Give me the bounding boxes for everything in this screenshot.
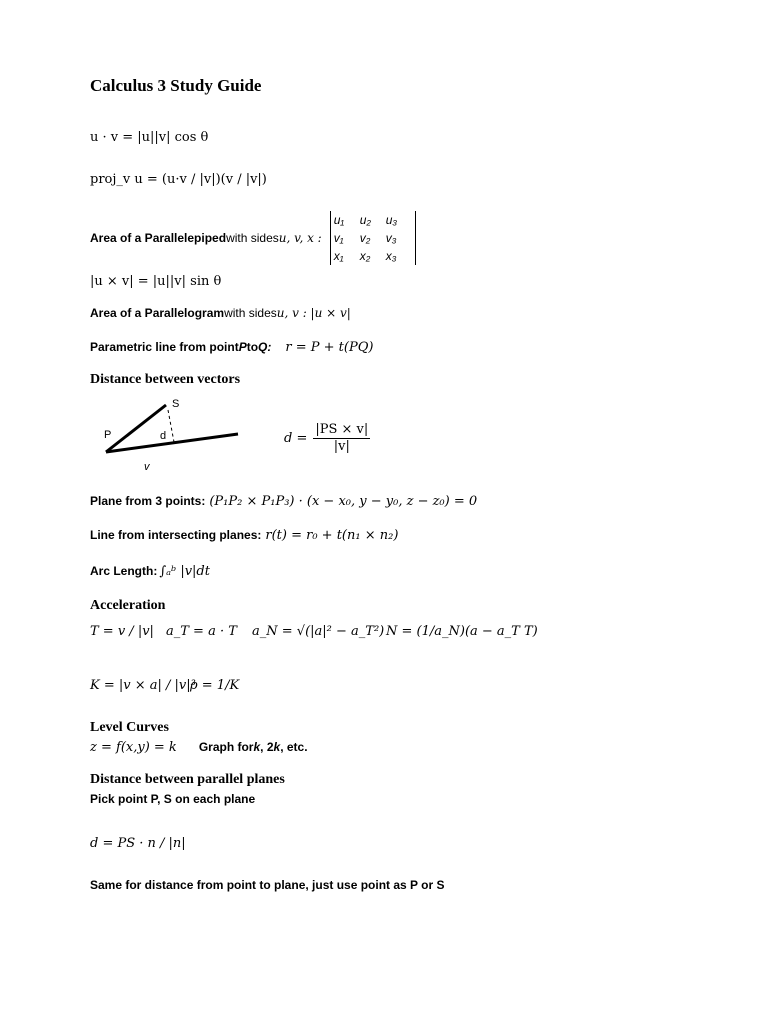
arc-length-row [90,564,210,579]
level-curves-formula: z = f(x,y) = k [90,740,177,755]
matrix-cell: u₃ [385,213,398,227]
tangential-accel-formula: a_T = a · T [166,624,237,639]
parallelogram-row [90,306,351,320]
distance-vectors-formula [284,422,370,455]
parallelepiped-label: Area of a Parallelepiped [90,231,227,245]
d-dashed-line [168,410,174,442]
level-note-sep: , 2 [260,740,274,754]
matrix-cell: v₁ [333,231,344,245]
line-planes-label: Line from intersecting planes: [90,528,262,542]
line-planes-row [90,528,398,543]
parallel-planes-formula: d = PS · n / |n| [90,836,186,851]
parallelogram-formula: u, v : |u × v| [276,306,351,320]
level-curves-row [90,740,308,755]
level-note-k2: k [273,740,281,754]
projection-formula: proj_v u = (u·v / |v|)(v / |v|) [90,172,267,187]
cross-magnitude-formula: |u × v| = |u||v| sin θ [90,274,222,289]
arc-length-label: Arc Length: [90,564,158,578]
v-label: v [144,461,150,473]
parametric-q: Q: [258,340,272,354]
unit-tangent-formula: T = v / |v| [90,624,154,639]
parallelepiped-vars: u, v, x : [278,231,322,245]
parametric-row [90,340,373,355]
determinant-matrix [330,211,416,265]
matrix-cell: x₃ [385,249,397,263]
radius-curvature-formula: ρ = 1/K [190,678,240,693]
distance-numerator: |PS × v| [315,422,369,437]
matrix-cell: u₂ [359,213,371,227]
distance-lhs: d = [284,431,308,446]
level-note-prefix: Graph for [198,740,254,754]
matrix-cell: u₁ [333,213,345,227]
parallel-planes-footer: Same for distance from point to plane, just use point as P or S [90,878,445,892]
arc-length-formula: ∫ₐᵇ |v|dt [159,564,210,579]
parametric-formula: r = P + t(PQ) [285,340,374,355]
matrix-cell: x₂ [359,249,371,263]
parallel-planes-note: Pick point P, S on each plane [90,792,256,806]
parametric-to: to [246,340,259,354]
d-label: d [160,430,167,442]
normal-accel-formula: a_N = √(|a|² − a_T²) [252,624,385,639]
level-curves-heading: Level Curves [90,720,169,735]
parallelepiped-with: with sides [226,231,279,245]
parametric-label: Parametric line from point [90,340,239,354]
matrix-cell: v₂ [359,231,371,245]
line-planes-formula: r(t) = r₀ + t(n₁ × n₂) [265,528,399,543]
plane-points-formula: (P₁P₂ × P₁P₃) · (x − x₀, y − y₀, z − z₀) = 0 [209,494,478,509]
acceleration-heading: Acceleration [90,598,166,613]
parametric-p: P [238,340,247,354]
parallel-planes-heading: Distance between parallel planes [90,772,285,787]
level-note-suffix: , etc. [280,740,308,754]
curvature-formula: K = |v × a| / |v|³ [90,678,196,693]
matrix-cell: v₃ [385,231,397,245]
plane-points-row [90,494,477,509]
page-title: Calculus 3 Study Guide [90,76,262,95]
distance-diagram [96,392,256,476]
point-s-label: S [172,398,180,410]
level-note-k: k [253,740,261,754]
dot-product-formula: u · v = |u||v| cos θ [90,130,209,145]
parallelepiped-row [90,214,416,262]
unit-normal-formula: N = (1/a_N)(a − a_T T) [386,624,538,639]
plane-points-label: Plane from 3 points: [90,494,206,508]
distance-denominator: |v| [313,438,370,455]
parallelogram-with: with sides [224,306,277,320]
parallelogram-label: Area of a Parallelogram [90,306,225,320]
point-p-label: P [104,429,112,441]
matrix-cell: x₁ [333,249,344,263]
distance-vectors-heading: Distance between vectors [90,372,241,387]
